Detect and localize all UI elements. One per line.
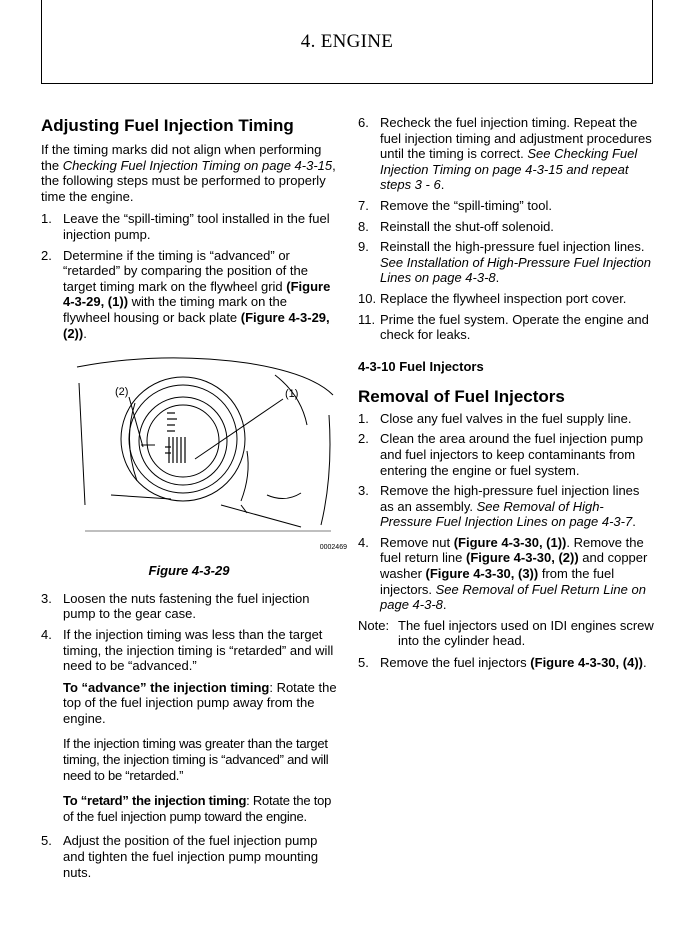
- list-item: [358, 239, 654, 286]
- note: [358, 618, 654, 649]
- step-text: . Remove the fuel return line: [380, 534, 644, 566]
- retard-paragraph: [41, 793, 337, 824]
- list-item: [358, 219, 654, 235]
- section-heading: Adjusting Fuel Injection Timing: [41, 116, 294, 135]
- left-column: [41, 115, 347, 880]
- step-text: Close any fuel valves in the fuel supply line.: [380, 410, 632, 426]
- housing-right-edge: [321, 415, 330, 525]
- step-text: and copper washer: [380, 550, 648, 582]
- step-number: 8.: [358, 218, 369, 234]
- step-text: .: [632, 514, 636, 530]
- advance-text: : Rotate the top of the fuel injection pump away from the engine.: [63, 679, 337, 726]
- cross-reference-link[interactable]: See Removal of Fuel Return Line on page 4-3-8: [380, 581, 646, 613]
- step-text: .: [442, 597, 447, 613]
- advance-label: To “advance” the injection timing: [63, 679, 270, 695]
- step-text: .: [642, 655, 647, 671]
- step-text: Adjust the position of the fuel injection pump and tighten the fuel injection pump mounting nuts.: [63, 833, 319, 880]
- list-item: [358, 483, 654, 530]
- removal-steps-list: [358, 411, 654, 613]
- list-item: [41, 591, 337, 622]
- step-text: Recheck the fuel injection timing. Repeat the fuel injection timing and adjustment procedures until the timing is correct.: [380, 115, 652, 162]
- list-item: [358, 535, 654, 613]
- base-line-2: [221, 505, 301, 527]
- flywheel-outer: [121, 377, 245, 501]
- cross-reference-link[interactable]: See Checking Fuel Injection Timing on page 4-3-15 and repeat steps 3 - 6: [380, 146, 638, 193]
- figure-ref: (Figure 4-3-30, (3)): [425, 566, 539, 582]
- advance-paragraph: [41, 680, 337, 727]
- step-number: 5.: [41, 833, 52, 849]
- adjust-steps-list-right: [358, 115, 654, 343]
- intro-text-end: , the following steps must be performed to properly time the engine.: [41, 157, 336, 204]
- step-text: Remove nut: [380, 534, 454, 550]
- cross-reference-link[interactable]: See Removal of High-Pressure Fuel Injection Lines on page 4-3-7: [380, 498, 633, 530]
- housing-curve-3: [267, 493, 301, 499]
- step-number: 2.: [41, 247, 52, 263]
- retard-text: : Rotate the top of the fuel injection pump toward the engine.: [63, 793, 332, 824]
- figure-ref: (Figure 4-3-29, (2)): [63, 309, 330, 341]
- figure-ref: (Figure 4-3-30, (2)): [466, 550, 579, 566]
- port-edge: [129, 403, 137, 481]
- step-text: Prime the fuel system. Operate the engine and check for leaks.: [380, 311, 649, 343]
- timing-grid: [165, 413, 185, 463]
- step-number: 7.: [358, 197, 369, 213]
- step-text: .: [495, 270, 500, 286]
- step-text: Leave the “spill-timing” tool installed in the fuel injection pump.: [63, 211, 330, 242]
- figure-caption: Figure 4-3-29: [148, 563, 230, 579]
- list-item: [358, 431, 654, 478]
- figure-ref: (Figure 4-3-30, (1)): [453, 534, 567, 550]
- step-number: 5.: [358, 655, 369, 671]
- step-number: 9.: [358, 239, 369, 255]
- adjust-steps-list-end: [41, 833, 337, 880]
- housing-curve: [275, 375, 307, 425]
- step-text: Reinstall the high-pressure fuel injection lines.: [380, 239, 645, 255]
- list-item: [358, 291, 654, 307]
- step-number: 3.: [358, 483, 369, 499]
- callout-2: (2): [115, 386, 129, 399]
- figure-ref: (Figure 4-3-29, (1)): [63, 278, 331, 310]
- step-text: Remove the fuel injectors: [380, 655, 531, 671]
- step-text: from the fuel injectors.: [380, 566, 615, 597]
- page-header: [41, 0, 653, 84]
- note-text: The fuel injectors used on IDI engines screw into the cylinder head.: [398, 617, 654, 649]
- step-text: Determine if the timing is “advanced” or “retarded” by comparing the position of the target timing mark on the flywheel grid: [63, 247, 308, 294]
- step-text: If the injection timing was less than the target timing, the injection timing is “retarded” and will need to be “advanced.”: [63, 626, 334, 674]
- intro-text: If the timing marks did not align when performing the: [41, 142, 322, 173]
- adjust-steps-list-cont: [41, 591, 337, 674]
- step-text: Replace the flywheel inspection port cover.: [380, 290, 627, 306]
- figure-4-3-29: [71, 355, 347, 555]
- step-number: 4.: [41, 626, 52, 642]
- list-item: [358, 115, 654, 193]
- step-text: Loosen the nuts fastening the fuel injection pump to the gear case.: [63, 590, 310, 622]
- callout-1: (1): [285, 388, 299, 401]
- step-number: 2.: [358, 431, 369, 447]
- cross-reference-link[interactable]: See Installation of High-Pressure Fuel Injection Lines on page 4-3-8: [380, 254, 651, 286]
- step-text: with the timing mark on the flywheel housing or back plate: [63, 294, 287, 325]
- intro-paragraph: [41, 142, 337, 204]
- step-number: 4.: [358, 534, 369, 550]
- list-item: [358, 312, 654, 343]
- step-text: Reinstall the shut-off solenoid.: [380, 218, 554, 234]
- list-item: [41, 248, 337, 342]
- step-text: Clean the area around the fuel injection pump and fuel injectors to keep contaminants from entering the engine or fuel system.: [380, 431, 644, 478]
- step-text: .: [83, 325, 87, 341]
- step-text: Remove the “spill-timing” tool.: [380, 197, 552, 213]
- list-item: [358, 198, 654, 214]
- right-column: [358, 115, 654, 671]
- intro-link[interactable]: Checking Fuel Injection Timing on page 4-3-15: [62, 157, 333, 173]
- list-item: [358, 655, 654, 671]
- housing-left-edge: [79, 383, 85, 505]
- retard-label: To “retard” the injection timing: [63, 793, 247, 809]
- list-item: [41, 833, 337, 880]
- greater-paragraph: If the injection timing was greater than the target timing, the injection timing is “advanced” and will need to be “retarded.”: [63, 736, 329, 783]
- flywheel-illustration: [71, 355, 347, 555]
- figure-code: 0002469: [319, 544, 347, 552]
- list-item: [41, 211, 337, 242]
- step-number: 1.: [358, 410, 369, 426]
- step-number: 3.: [41, 590, 52, 606]
- chapter-title: 4. ENGINE: [300, 31, 394, 52]
- step-number: 11.: [358, 311, 376, 327]
- inspection-port: [139, 397, 227, 485]
- leader-line-1: [195, 399, 283, 459]
- step-number: 6.: [358, 115, 369, 130]
- list-item: [41, 627, 337, 674]
- list-item: [358, 411, 654, 427]
- removal-heading: Removal of Fuel Injectors: [358, 386, 565, 406]
- adjust-steps-list: [41, 211, 337, 341]
- note-label: Note:: [358, 617, 390, 633]
- step-number: 1.: [41, 211, 52, 227]
- removal-steps-list-end: [358, 655, 654, 671]
- figure-ref: (Figure 4-3-30, (4)): [530, 655, 643, 671]
- step-text: Remove the high-pressure fuel injection lines as an assembly.: [380, 483, 640, 514]
- inspection-port-inner: [147, 405, 219, 477]
- subsection-number-heading: 4-3-10 Fuel Injectors: [358, 358, 484, 374]
- step-text: .: [440, 177, 445, 193]
- step-number: 10.: [358, 290, 377, 306]
